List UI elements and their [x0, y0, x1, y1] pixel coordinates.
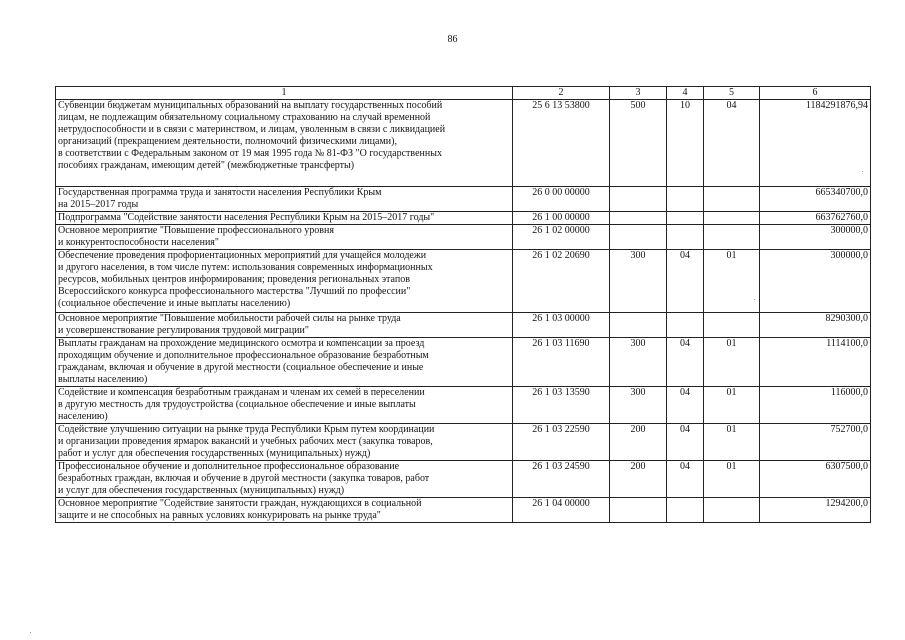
row-expense-type: 200 — [610, 461, 667, 498]
row-description: Субвенции бюджетам муниципальных образований на выплату государственных пособий лицам, не подлежащим обязательному социальному страхованию на случай временной нетрудоспособности и в связи с материнством, и лицам, уволенным в связи с ликвидацией организаций (прекращением деятельности, полномочий физическими лицами), в соответствии с Федеральным законом от 19 мая 1995 года № 81-ФЗ "О государственных пособиях гражданам, имеющим детей" (межбюджетные трансферты) — [56, 100, 513, 187]
row-amount: 1184291876,94 — [760, 100, 871, 187]
row-amount: 1294200,0 — [760, 498, 871, 523]
row-subsection: 01 — [704, 338, 760, 387]
table-row — [56, 424, 871, 461]
column-header-6: 6 — [760, 87, 871, 100]
row-section — [667, 498, 704, 523]
row-subsection: 01 — [704, 387, 760, 424]
row-expense-type — [610, 212, 667, 225]
row-description: Обеспечение проведения профориентационных мероприятий для учащейся молодежи и другого населения, в том числе путем: использования современных информационных ресурсов, мобильных центров информирования; проведения региональных этапов Всероссийского конкурса профессионального мастерства "Лучший по профессии" (социальное обеспечение и иные выплаты населению) — [56, 250, 513, 313]
column-header-4: 4 — [667, 87, 704, 100]
row-code: 26 1 03 22590 — [513, 424, 610, 461]
row-description: Содействие и компенсация безработным гражданам и членам их семей в переселении в другую местность для трудоустройства (социальное обеспечение и иные выплаты населению) — [56, 387, 513, 424]
scan-speck — [862, 171, 863, 172]
row-code: 26 1 04 00000 — [513, 498, 610, 523]
row-expense-type: 300 — [610, 387, 667, 424]
column-header-1: 1 — [56, 87, 513, 100]
row-subsection: 04 — [704, 100, 760, 187]
row-subsection: 01 — [704, 461, 760, 498]
row-subsection — [704, 498, 760, 523]
row-section — [667, 313, 704, 338]
row-code: 26 1 03 13590 — [513, 387, 610, 424]
table-row — [56, 461, 871, 498]
row-section — [667, 225, 704, 250]
row-description: Профессиональное обучение и дополнительное профессиональное образование безработных граждан, включая и обучение в другой местности (закупка товаров, работ и услуг для обеспечения государственных (муниципальных) нужд) — [56, 461, 513, 498]
table-row — [56, 100, 871, 187]
row-amount: 116000,0 — [760, 387, 871, 424]
row-subsection — [704, 187, 760, 212]
table-row — [56, 338, 871, 387]
row-section: 04 — [667, 387, 704, 424]
row-subsection — [704, 225, 760, 250]
row-section — [667, 187, 704, 212]
row-expense-type: 200 — [610, 424, 667, 461]
table-header-row — [56, 87, 871, 100]
column-header-3: 3 — [610, 87, 667, 100]
row-amount: 8290300,0 — [760, 313, 871, 338]
row-description: Основное мероприятие "Содействие занятости граждан, нуждающихся в социальной защите и не способных на равных условиях конкурировать на рынке труда" — [56, 498, 513, 523]
row-amount: 300000,0 — [760, 250, 871, 313]
row-amount: 663762760,0 — [760, 212, 871, 225]
row-code: 26 1 03 00000 — [513, 313, 610, 338]
row-expense-type — [610, 313, 667, 338]
row-description: Основное мероприятие "Повышение профессионального уровня и конкурентоспособности населения" — [56, 225, 513, 250]
row-section: 04 — [667, 461, 704, 498]
table-row — [56, 212, 871, 225]
table-body — [56, 100, 871, 523]
row-code: 26 1 00 00000 — [513, 212, 610, 225]
page-number: 86 — [447, 34, 458, 45]
scan-speck — [754, 299, 755, 300]
column-header-5: 5 — [704, 87, 760, 100]
table-row — [56, 225, 871, 250]
budget-table — [55, 86, 871, 523]
table-row — [56, 250, 871, 313]
row-amount: 752700,0 — [760, 424, 871, 461]
row-section — [667, 212, 704, 225]
row-subsection — [704, 212, 760, 225]
row-amount: 1114100,0 — [760, 338, 871, 387]
table-row — [56, 187, 871, 212]
column-header-2: 2 — [513, 87, 610, 100]
row-description: Основное мероприятие "Повышение мобильности рабочей силы на рынке труда и усовершенствование регулирования трудовой миграции" — [56, 313, 513, 338]
row-section: 04 — [667, 250, 704, 313]
table-row — [56, 313, 871, 338]
row-subsection: 01 — [704, 424, 760, 461]
row-section: 10 — [667, 100, 704, 187]
row-expense-type: 500 — [610, 100, 667, 187]
row-code: 26 1 02 00000 — [513, 225, 610, 250]
row-code: 25 6 13 53800 — [513, 100, 610, 187]
row-description: Государственная программа труда и занятости населения Республики Крым на 2015–2017 годы — [56, 187, 513, 212]
row-description: Выплаты гражданам на прохождение медицинского осмотра и компенсации за проезд проходящим обучение и дополнительное профессиональное образование безработным гражданам, включая и обучение в другой местности (социальное обеспечение и иные выплаты населению) — [56, 338, 513, 387]
row-code: 26 1 03 24590 — [513, 461, 610, 498]
row-expense-type — [610, 225, 667, 250]
table-row — [56, 387, 871, 424]
row-code: 26 1 03 11690 — [513, 338, 610, 387]
row-amount: 6307500,0 — [760, 461, 871, 498]
scan-speck — [30, 632, 31, 633]
row-expense-type — [610, 498, 667, 523]
row-amount: 300000,0 — [760, 225, 871, 250]
row-section: 04 — [667, 338, 704, 387]
row-expense-type: 300 — [610, 338, 667, 387]
row-description: Подпрограмма "Содействие занятости населения Республики Крым на 2015–2017 годы" — [56, 212, 513, 225]
row-description: Содействие улучшению ситуации на рынке труда Республики Крым путем координации и организации проведения ярмарок вакансий и учебных рабочих мест (закупка товаров, работ и услуг для обеспечения государственных (муниципальных) нужд) — [56, 424, 513, 461]
row-code: 26 0 00 00000 — [513, 187, 610, 212]
row-section: 04 — [667, 424, 704, 461]
row-code: 26 1 02 20690 — [513, 250, 610, 313]
row-amount: 665340700,0 — [760, 187, 871, 212]
table-row — [56, 498, 871, 523]
row-subsection: 01 — [704, 250, 760, 313]
row-expense-type — [610, 187, 667, 212]
row-expense-type: 300 — [610, 250, 667, 313]
row-subsection — [704, 313, 760, 338]
